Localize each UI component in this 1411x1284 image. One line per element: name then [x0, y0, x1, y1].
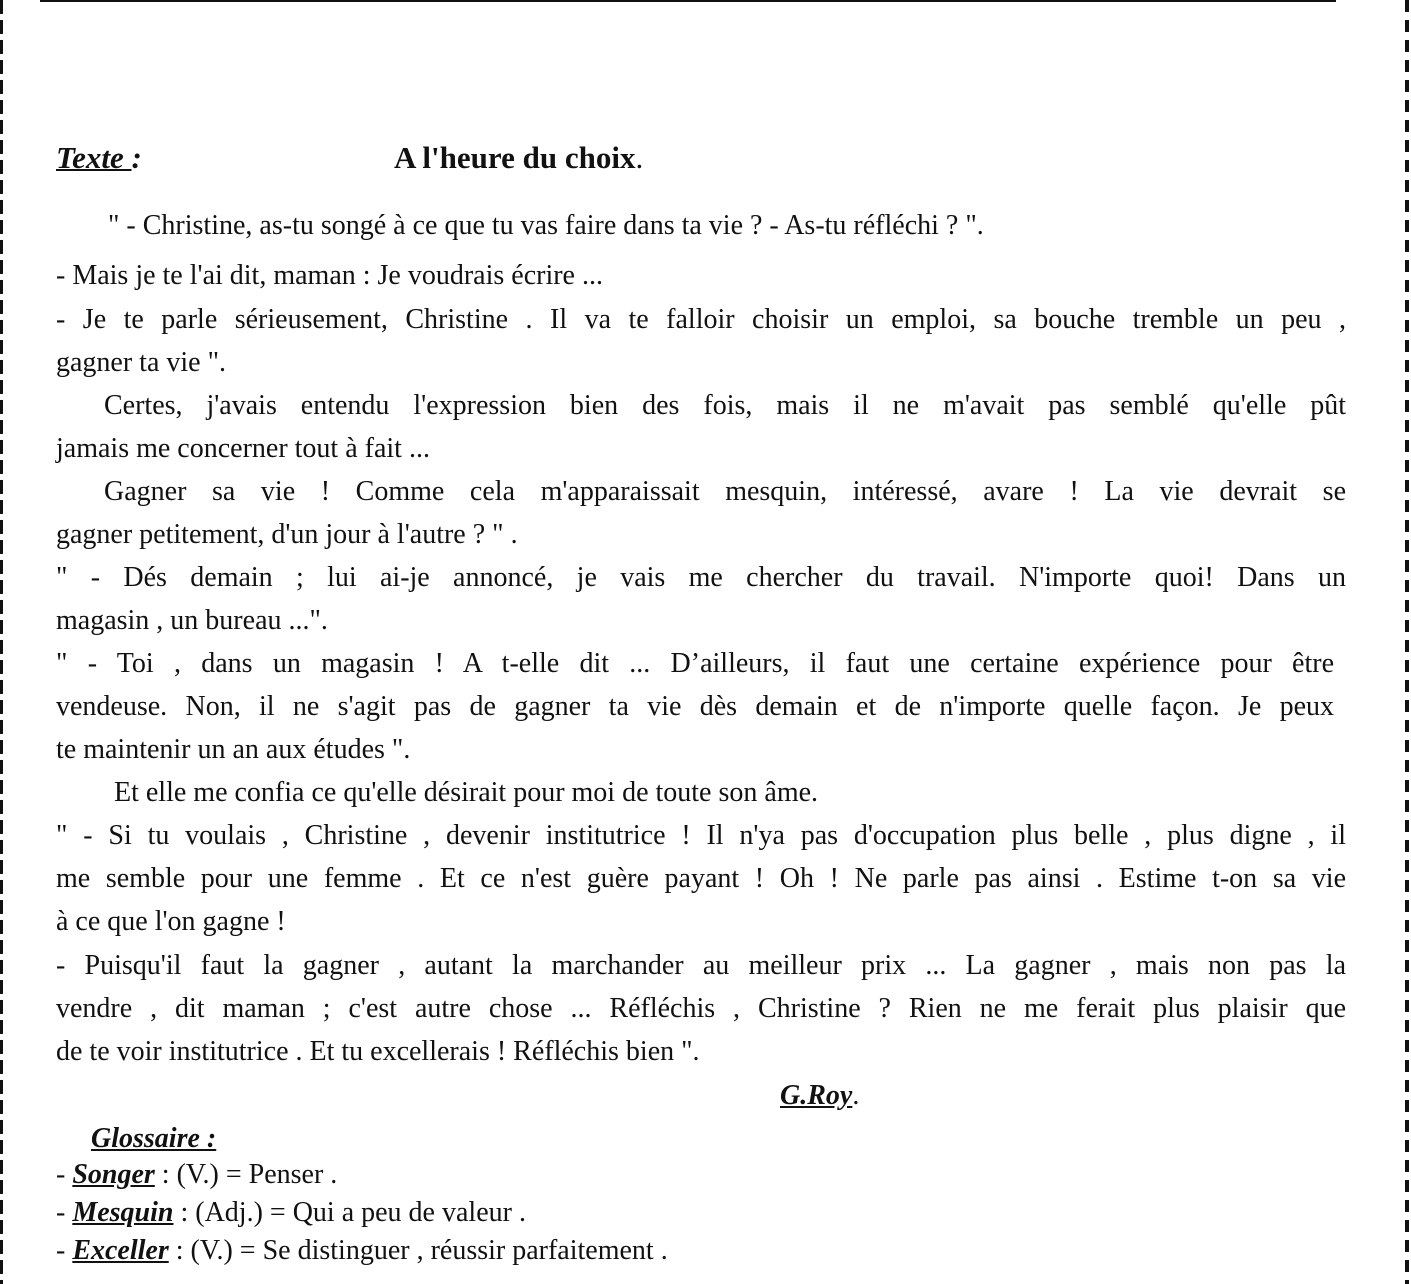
text-line: Gagner sa vie ! Comme cela m'apparaissait mesquin, intéressé, avare ! La vie devrait se — [104, 476, 1346, 507]
text-line: Et elle me confia ce qu'elle désirait pour moi de toute son âme. — [114, 777, 819, 808]
text-line: te maintenir un an aux études ". — [56, 734, 411, 765]
text-line: " - Si tu voulais , Christine , devenir institutrice ! Il n'ya pas d'occupation plus belle , plus digne , il — [56, 820, 1346, 851]
text-label: Texte : — [56, 140, 142, 175]
author-signature: G.Roy. — [780, 1080, 860, 1111]
text-line: - Mais je te l'ai dit, maman : Je voudrais écrire ... — [56, 260, 603, 291]
text-line: Certes, j'avais entendu l'expression bien des fois, mais il ne m'avait pas semblé qu'elle pût — [104, 390, 1346, 421]
top-rule — [40, 0, 1336, 2]
text-title: A l'heure du choix. — [394, 140, 644, 175]
text-line: - Puisqu'il faut la gagner , autant la marchander au meilleur prix ... La gagner , mais non pas la — [56, 950, 1346, 981]
glossary-entry: - Songer : (V.) = Penser . — [56, 1159, 338, 1190]
text-line: gagner petitement, d'un jour à l'autre ? " . — [56, 519, 518, 550]
text-header — [56, 140, 1346, 184]
text-line: vendeuse. Non, il ne s'agit pas de gagner ta vie dès demain et de n'importe quelle façon. Je peux — [56, 691, 1334, 722]
text-line: me semble pour une femme . Et ce n'est guère payant ! Oh ! Ne parle pas ainsi . Estime t-on sa vie — [56, 863, 1346, 894]
glossary-entry: - Exceller : (V.) = Se distinguer , réussir parfaitement . — [56, 1235, 668, 1266]
glossary-word: Exceller — [72, 1235, 169, 1266]
glossary-entry: - Mesquin : (Adj.) = Qui a peu de valeur . — [56, 1197, 526, 1228]
left-dashed-border — [0, 0, 3, 1284]
text-line: " - Toi , dans un magasin ! A t-elle dit ... D’ailleurs, il faut une certaine expérience pour être — [56, 648, 1334, 679]
text-line: magasin , un bureau ...". — [56, 605, 328, 636]
text-line: jamais me concerner tout à fait ... — [56, 433, 430, 464]
glossary-title: Glossaire : — [91, 1123, 217, 1154]
right-dashed-border — [1405, 0, 1409, 1284]
text-line: " - Christine, as-tu songé à ce que tu vas faire dans ta vie ? - As-tu réfléchi ? ". — [108, 210, 984, 241]
glossary-word: Songer — [72, 1159, 155, 1190]
text-line: gagner ta vie ". — [56, 347, 227, 378]
text-line: de te voir institutrice . Et tu excellerais ! Réfléchis bien ". — [56, 1036, 700, 1067]
text-line: - Je te parle sérieusement, Christine . Il va te falloir choisir un emploi, sa bouche tremble un peu , — [56, 304, 1346, 335]
text-line: vendre , dit maman ; c'est autre chose ... Réfléchis , Christine ? Rien ne me ferait plus plaisir que — [56, 993, 1346, 1024]
text-line: à ce que l'on gagne ! — [56, 906, 286, 937]
glossary-word: Mesquin — [72, 1197, 174, 1228]
text-line: " - Dés demain ; lui ai-je annoncé, je vais me chercher du travail. N'importe quoi! Dans un — [56, 562, 1346, 593]
